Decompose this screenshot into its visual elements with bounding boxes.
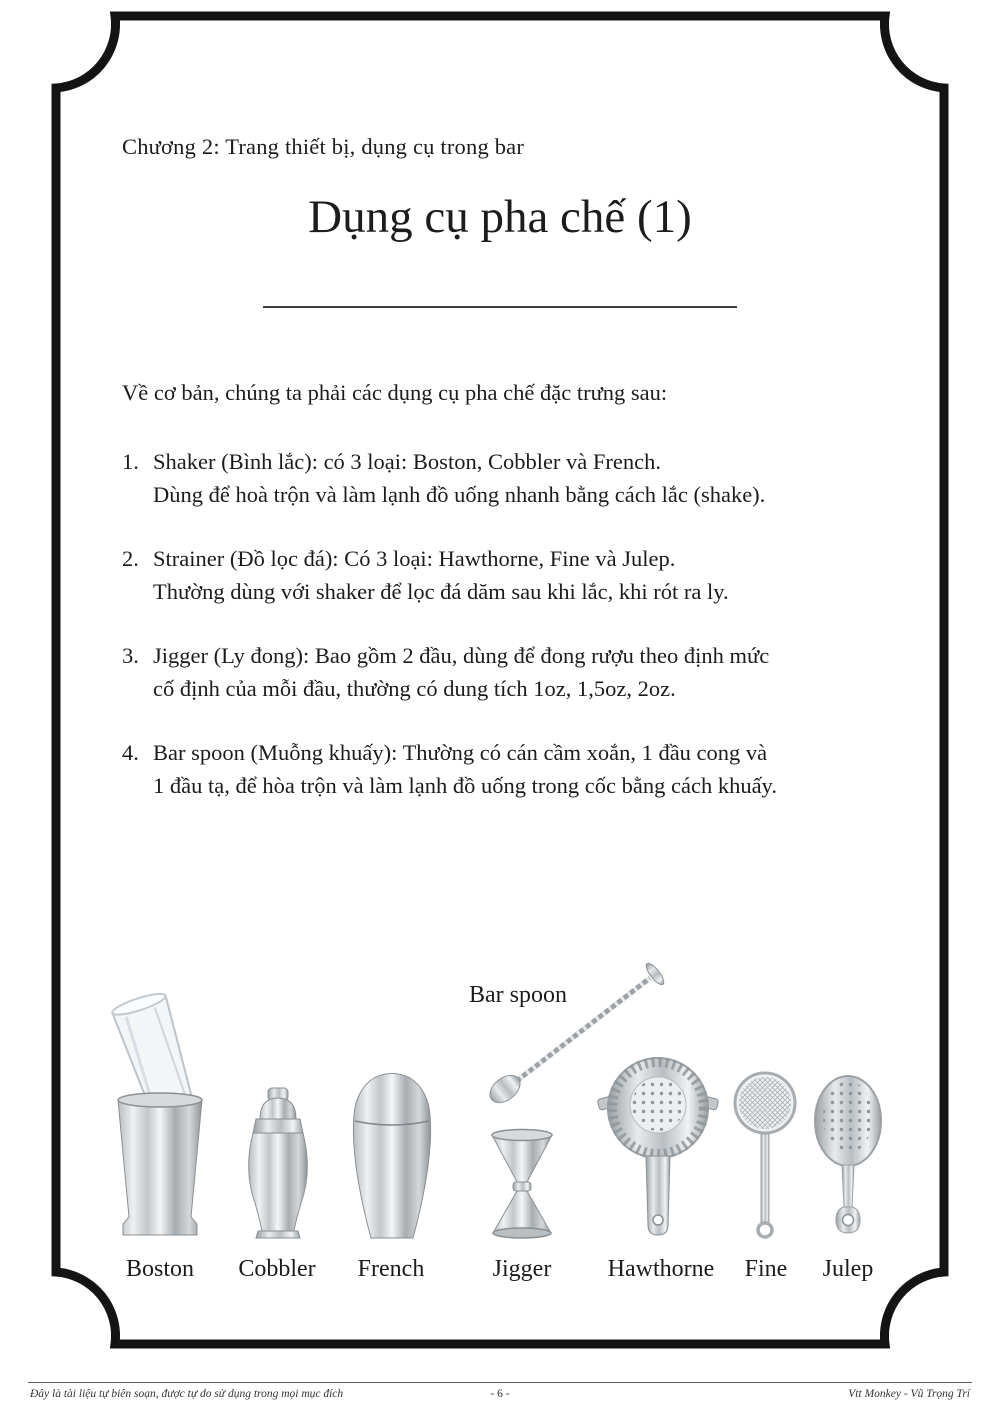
boston-shaker-image	[111, 990, 202, 1235]
tool-label-boston: Boston	[125, 1256, 195, 1282]
french-shaker-image	[353, 1074, 430, 1239]
list-text	[153, 640, 769, 705]
list-line: Thường dùng với shaker để lọc đá dăm sau khi lắc, khi rót ra ly.	[153, 578, 729, 604]
list-line: Shaker (Bình lắc): có 3 loại: Boston, Cobbler và French.	[153, 449, 662, 474]
list-text	[153, 737, 777, 802]
list-line: Dùng để hoà trộn và làm lạnh đồ uống nhanh bằng cách lắc (shake).	[153, 481, 766, 507]
list-number: 1.	[122, 449, 139, 474]
tool-label-jigger: Jigger	[492, 1256, 552, 1282]
tool-label-fine: Fine	[744, 1256, 788, 1282]
list-item-shaker	[122, 446, 912, 511]
title-underline	[263, 306, 737, 308]
list-number: 3.	[122, 643, 139, 668]
list-text	[153, 543, 729, 608]
hawthorne-strainer-image	[597, 1058, 719, 1235]
fine-strainer-image	[735, 1073, 795, 1237]
list-line: Strainer (Đồ lọc đá): Có 3 loại: Hawthorne, Fine và Julep.	[153, 546, 676, 571]
tool-label-julep: Julep	[822, 1256, 874, 1282]
chapter-heading: Chương 2: Trang thiết bị, dụng cụ trong bar	[122, 134, 525, 159]
list-text	[153, 446, 765, 511]
list-item-bar-spoon	[122, 737, 912, 802]
list-line: Bar spoon (Muỗng khuấy): Thường có cán cầm xoắn, 1 đầu cong và	[153, 740, 768, 765]
footer-note: Đây là tài liệu tự biên soạn, được tự do sử dụng trong mọi mục đích	[30, 1388, 344, 1400]
tool-label-french: French	[357, 1256, 425, 1282]
list-number: 4.	[122, 740, 139, 765]
footer-divider	[28, 1382, 972, 1383]
footer-author: Vtt Monkey - Vũ Trọng Trí	[848, 1388, 970, 1400]
julep-strainer-image	[815, 1076, 881, 1233]
jigger-image	[492, 1130, 552, 1239]
tool-label-hawthorne: Hawthorne	[607, 1256, 715, 1282]
bar-spoon-caption: Bar spoon	[469, 982, 567, 1008]
list-line: cố định của mỗi đầu, thường có dung tích 1oz, 1,5oz, 2oz.	[153, 675, 676, 701]
list-line: 1 đầu tạ, để hòa trộn và làm lạnh đồ uống trong cốc bằng cách khuấy.	[153, 772, 777, 798]
list-item-jigger	[122, 640, 912, 705]
list-line: Jigger (Ly đong): Bao gồm 2 đầu, dùng để đong rượu theo định mức	[153, 643, 770, 668]
list-number: 2.	[122, 546, 139, 571]
footer-page-number: - 6 -	[490, 1388, 510, 1400]
tool-label-cobbler: Cobbler	[238, 1256, 316, 1282]
intro-paragraph: Về cơ bản, chúng ta phải các dụng cụ pha chế đặc trưng sau:	[122, 380, 668, 405]
list-item-strainer	[122, 543, 912, 608]
cobbler-shaker-image	[249, 1088, 308, 1238]
bar-tools-figure	[0, 945, 1000, 1275]
page-title: Dụng cụ pha chế (1)	[308, 191, 692, 243]
